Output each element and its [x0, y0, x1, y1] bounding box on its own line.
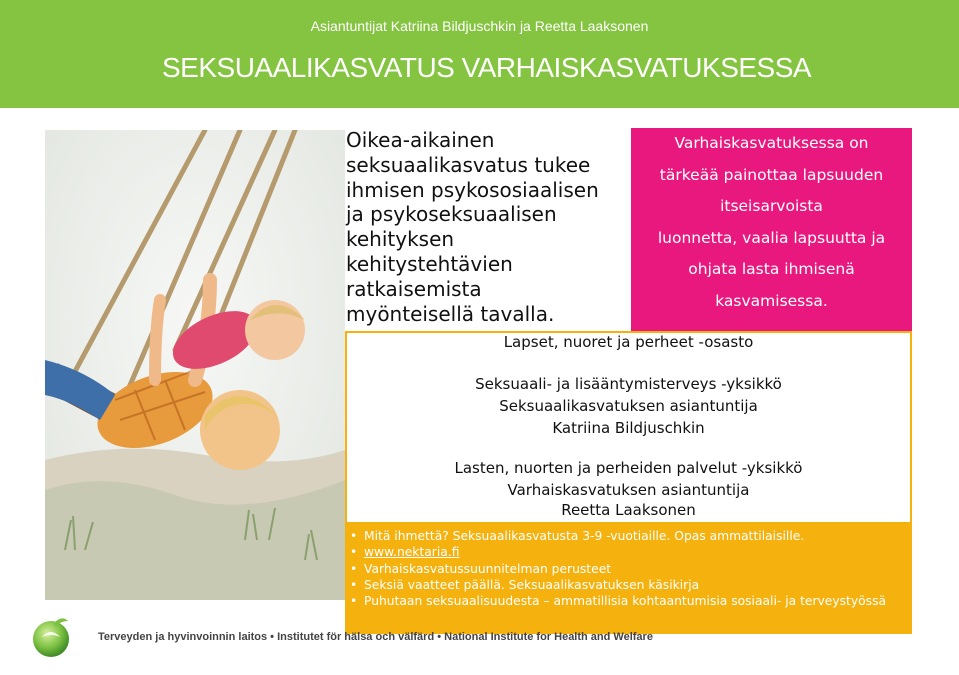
resource-item: • Puhutaan seksuaalisuudesta – ammatillisia kohtaantumisia sosiaali- ja terveystyössä [348, 593, 908, 609]
header-banner [0, 0, 959, 108]
callout-line: kasvamisessa. [715, 291, 828, 310]
intro-line: Oikea-aikainen [346, 128, 495, 152]
intro-line: myönteisellä tavalla. [346, 301, 555, 326]
page-title: SEKSUAALIKASVATUS VARHAISKASVATUKSESSA [162, 52, 812, 83]
resource-item: • Seksiä vaatteet päällä. Seksuaalikasvatuksen käsikirja [348, 577, 908, 593]
pink-callout-box [631, 128, 912, 333]
resource-item: • Varhaiskasvatussuunnitelman perusteet [348, 561, 908, 577]
intro-line: kehityksen [346, 227, 455, 252]
callout-line: Varhaiskasvatuksessa on [674, 134, 869, 152]
expert2-name: Reetta Laaksonen [561, 501, 696, 519]
department-label: Lapset, nuoret ja perheet -osasto [503, 333, 754, 351]
resources-list [348, 528, 908, 609]
expert2-unit: Lasten, nuorten ja perheiden palvelut -yksikkö [454, 459, 803, 477]
intro-line: kehitystehtävien [346, 251, 513, 276]
resource-item: • Mitä ihmettä? Seksuaalikasvatusta 3-9 -vuotiaille. Opas ammattilaisille. [348, 528, 908, 544]
intro-paragraph [346, 128, 628, 326]
callout-line: itseisarvoista [720, 197, 823, 215]
intro-line: ja psykoseksuaalisen [346, 202, 557, 227]
callout-line: luonnetta, vaalia lapsuutta ja [657, 228, 886, 247]
intro-line: ratkaisemista [346, 276, 482, 301]
callout-line: ohjata lasta ihmisenä [688, 260, 855, 278]
header-subtitle: Asiantuntijat Katriina Bildjuschkin ja Reetta Laaksonen [310, 18, 649, 34]
thl-logo [28, 613, 74, 659]
intro-line: ihmisen psykososiaalisen [346, 177, 599, 202]
expert2-role: Varhaiskasvatuksen asiantuntija [507, 481, 750, 499]
expert1-name: Katriina Bildjuschkin [552, 419, 705, 437]
experts-box [345, 331, 912, 524]
callout-line: tärkeää painottaa lapsuuden [659, 165, 884, 184]
resource-link-nektaria[interactable]: • www.nektaria.fi [348, 544, 908, 560]
children-on-swing-photo [45, 130, 345, 600]
expert1-unit: Seksuaali- ja lisääntymisterveys -yksikkö [475, 375, 782, 393]
expert1-role: Seksuaalikasvatuksen asiantuntija [499, 397, 758, 415]
intro-line: seksuaalikasvatus tukee [346, 152, 591, 177]
footer-institute-name: Terveyden ja hyvinvoinnin laitos • Institutet för hälsa och välfärd • National Institute for Health and Welfare [98, 631, 653, 643]
